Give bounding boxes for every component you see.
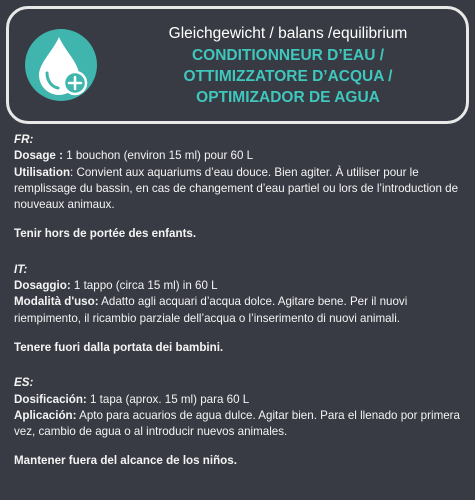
usage-label: Modalità d'uso: <box>14 295 99 309</box>
usage-text: Adatto agli acquari d’acqua dolce. Agitare bene. Per il nuovi riempimento, il ricambio parziale dell’acqua o l’inserimento di nuovi animali. <box>14 295 408 325</box>
warning-fr: Tenir hors de portée des enfants. <box>14 227 197 241</box>
dosage-text: 1 tapa (aprox. 15 ml) para 60 L <box>86 392 250 406</box>
language-label-fr: FR: <box>14 133 34 146</box>
dosage-label: Dosaggio: <box>14 279 71 293</box>
warning-it: Tenere fuori dalla portata dei bambini. <box>14 340 224 354</box>
usage-paragraph-es <box>14 408 464 441</box>
dosage-label: Dosage : <box>14 149 63 163</box>
water-drop-plus-icon <box>25 29 97 101</box>
dosage-line-it <box>14 278 464 294</box>
usage-paragraph-it <box>14 294 464 327</box>
dosage-line-fr <box>14 148 464 164</box>
usage-text: : Convient aux aquariums d’eau douce. Bien agiter. À utiliser pour le remplissage du bassin, en cas de changement d’eau partiel ou lors de l’introduction de nouveaux animaux. <box>14 165 459 212</box>
product-subtitle: Gleichgewicht / balans /equilibrium <box>168 25 408 42</box>
instructions <box>14 132 464 470</box>
header-panel <box>6 6 469 124</box>
dosage-text: 1 bouchon (environ 15 ml) pour 60 L <box>62 149 254 163</box>
usage-label: Aplicación: <box>14 408 77 422</box>
usage-paragraph-fr <box>14 165 464 214</box>
section-it <box>14 262 464 356</box>
usage-label: Utilisation <box>14 165 71 179</box>
dosage-line-es <box>14 392 464 408</box>
language-label-it: IT: <box>14 262 28 276</box>
usage-text: Apto para acuarios de agua dulce. Agitar bien. Para el llenado por primera vez, cambio de agua o al introducir nuevos animales. <box>14 408 460 439</box>
product-title-line-3: OPTIMIZADOR DE AGUA <box>196 89 380 106</box>
dosage-text: 1 tappo (circa 15 ml) in 60 L <box>70 279 218 293</box>
product-title-line-1: CONDITIONNEUR D’EAU / <box>191 47 385 64</box>
header-text <box>119 23 457 108</box>
section-es <box>14 375 464 469</box>
warning-es: Mantener fuera del alcance de los niños. <box>14 454 237 468</box>
dosage-label: Dosificación: <box>14 392 87 406</box>
section-fr <box>14 132 464 243</box>
language-label-es: ES: <box>14 376 34 390</box>
product-title-line-2: OTTIMIZZATORE D’ACQUA / <box>183 68 393 85</box>
